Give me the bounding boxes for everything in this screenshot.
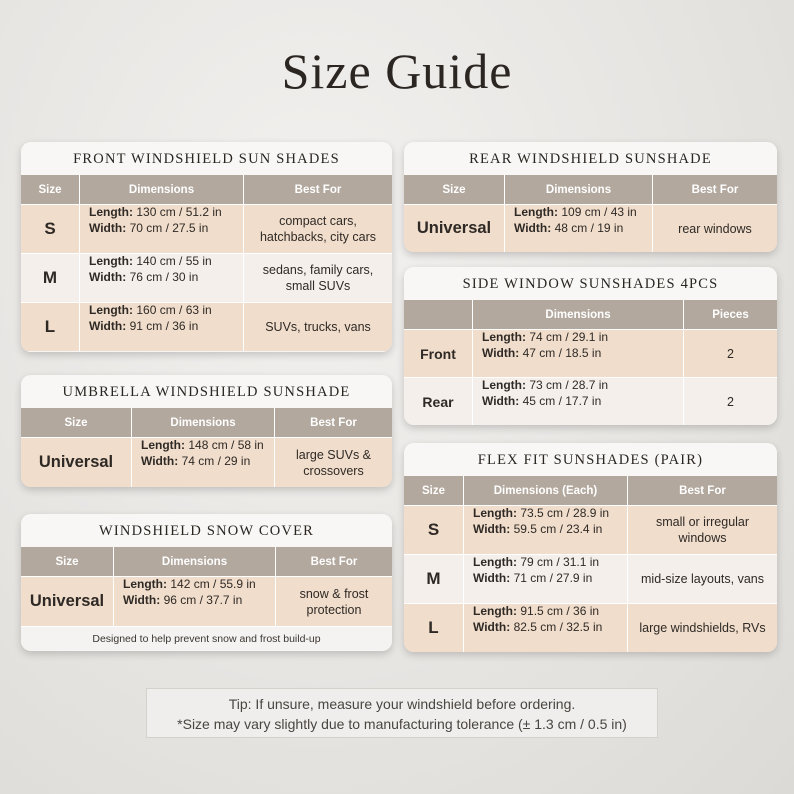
card-title: REAR WINDSHIELD SUNSHADE bbox=[404, 142, 777, 175]
length-label: Length: bbox=[473, 506, 517, 520]
table-row bbox=[404, 554, 777, 603]
length-label: Length: bbox=[89, 303, 133, 317]
length-value: 140 cm / 55 in bbox=[136, 254, 212, 268]
width-value: 45 cm / 17.7 in bbox=[522, 393, 602, 408]
dimensions-cell bbox=[504, 205, 652, 252]
header-size: Size bbox=[55, 555, 79, 568]
table-header bbox=[21, 547, 392, 576]
width-label: Width: bbox=[514, 220, 552, 235]
card-title: FRONT WINDSHIELD SUN SHADES bbox=[21, 142, 392, 175]
dimensions-cell bbox=[79, 254, 243, 302]
best-for-cell: large SUVs & crossovers bbox=[274, 438, 392, 487]
header-dimensions: Dimensions bbox=[113, 547, 275, 576]
header-best-for: Best For bbox=[243, 175, 392, 204]
table-header bbox=[21, 175, 392, 204]
length-label: Length: bbox=[514, 205, 558, 219]
front-windshield-card bbox=[21, 142, 392, 352]
header-best-for: Best For bbox=[627, 476, 777, 505]
size-cell: L bbox=[44, 317, 56, 336]
width-label: Width: bbox=[89, 220, 127, 235]
tip-box bbox=[146, 688, 658, 738]
card-title: FLEX FIT SUNSHADES (PAIR) bbox=[404, 443, 777, 476]
length-value: 79 cm / 31.1 in bbox=[520, 555, 600, 569]
header-size: Size bbox=[442, 183, 466, 196]
best-for-cell: large windshields, RVs bbox=[627, 604, 777, 652]
length-value: 91.5 cm / 36 in bbox=[520, 604, 600, 618]
header-blank bbox=[404, 300, 472, 329]
width-value: 96 cm / 37.7 in bbox=[163, 592, 243, 607]
length-value: 109 cm / 43 in bbox=[561, 205, 637, 219]
length-label: Length: bbox=[141, 438, 185, 452]
best-for-cell: rear windows bbox=[652, 205, 777, 252]
dimensions-cell bbox=[463, 604, 627, 652]
card-title: SIDE WINDOW SUNSHADES 4PCS bbox=[404, 267, 777, 300]
width-value: 74 cm / 29 in bbox=[181, 453, 251, 468]
page-title: Size Guide bbox=[281, 43, 513, 99]
width-label: Width: bbox=[141, 453, 179, 468]
dimensions-cell bbox=[463, 506, 627, 554]
best-for-cell: snow & frost protection bbox=[275, 577, 392, 626]
size-cell: M bbox=[42, 268, 58, 287]
table-header bbox=[404, 300, 777, 329]
best-for-cell: SUVs, trucks, vans bbox=[243, 303, 392, 351]
length-value: 142 cm / 55.9 in bbox=[170, 577, 256, 591]
best-for-cell: small or irregular windows bbox=[627, 506, 777, 554]
table-row bbox=[404, 329, 777, 377]
table-row bbox=[21, 204, 392, 253]
dimensions-cell bbox=[463, 555, 627, 603]
width-value: 48 cm / 19 in bbox=[554, 220, 624, 235]
length-label: Length: bbox=[482, 378, 526, 392]
length-value: 160 cm / 63 in bbox=[136, 303, 212, 317]
snow-cover-note: Designed to help prevent snow and frost build-up bbox=[21, 626, 392, 650]
width-value: 59.5 cm / 23.4 in bbox=[513, 521, 603, 536]
dimensions-cell bbox=[79, 303, 243, 351]
width-label: Width: bbox=[482, 393, 520, 408]
header-pieces: Pieces bbox=[683, 300, 777, 329]
size-cell: M bbox=[426, 569, 441, 588]
header-dimensions: Dimensions bbox=[79, 175, 243, 204]
header-best-for: Best For bbox=[652, 175, 777, 204]
size-cell: Universal bbox=[38, 453, 114, 471]
table-row bbox=[404, 505, 777, 554]
width-label: Width: bbox=[482, 345, 520, 360]
table-row bbox=[404, 377, 777, 425]
length-label: Length: bbox=[473, 555, 517, 569]
table-header bbox=[404, 476, 777, 505]
best-for-cell: sedans, family cars, small SUVs bbox=[243, 254, 392, 302]
pieces-cell: 2 bbox=[683, 330, 777, 377]
rear-windshield-card bbox=[404, 142, 777, 252]
size-cell: Universal bbox=[29, 592, 105, 610]
width-label: Width: bbox=[89, 318, 127, 333]
width-value: 82.5 cm / 32.5 in bbox=[513, 619, 603, 634]
table-row bbox=[21, 576, 392, 626]
tip-line-1: Tip: If unsure, measure your windshield before ordering. bbox=[228, 696, 576, 712]
width-value: 71 cm / 27.9 in bbox=[513, 570, 593, 585]
width-label: Width: bbox=[473, 570, 511, 585]
dimensions-cell bbox=[472, 330, 683, 377]
length-value: 148 cm / 58 in bbox=[188, 438, 264, 452]
dimensions-cell bbox=[79, 205, 243, 253]
length-value: 73 cm / 28.7 in bbox=[529, 378, 609, 392]
position-cell: Rear bbox=[422, 393, 454, 410]
length-label: Length: bbox=[473, 604, 517, 618]
dimensions-cell bbox=[131, 438, 274, 487]
width-value: 91 cm / 36 in bbox=[129, 318, 199, 333]
header-size: Size bbox=[38, 183, 62, 196]
length-value: 73.5 cm / 28.9 in bbox=[520, 506, 610, 520]
header-size: Size bbox=[421, 484, 445, 497]
width-label: Width: bbox=[89, 269, 127, 284]
header-size: Size bbox=[64, 416, 88, 429]
header-dimensions: Dimensions bbox=[504, 175, 652, 204]
table-header bbox=[21, 408, 392, 437]
width-label: Width: bbox=[123, 592, 161, 607]
position-cell: Front bbox=[420, 345, 456, 362]
table-row bbox=[21, 302, 392, 351]
width-label: Width: bbox=[473, 619, 511, 634]
table-row bbox=[21, 437, 392, 487]
table-row bbox=[404, 204, 777, 252]
side-window-card bbox=[404, 267, 777, 425]
size-cell: S bbox=[427, 520, 440, 539]
header-best-for: Best For bbox=[274, 408, 392, 437]
header-dimensions: Dimensions bbox=[131, 408, 274, 437]
length-label: Length: bbox=[123, 577, 167, 591]
length-label: Length: bbox=[89, 254, 133, 268]
card-title: UMBRELLA WINDSHIELD SUNSHADE bbox=[21, 375, 392, 408]
dimensions-cell bbox=[113, 577, 275, 626]
width-value: 70 cm / 27.5 in bbox=[129, 220, 209, 235]
header-best-for: Best For bbox=[275, 547, 392, 576]
size-cell: L bbox=[428, 618, 439, 637]
table-row bbox=[21, 253, 392, 302]
umbrella-sunshade-card bbox=[21, 375, 392, 487]
tip-line-2: *Size may vary slightly due to manufacturing tolerance (± 1.3 cm / 0.5 in) bbox=[177, 716, 627, 732]
length-value: 74 cm / 29.1 in bbox=[529, 330, 609, 344]
length-label: Length: bbox=[482, 330, 526, 344]
table-row bbox=[404, 603, 777, 652]
snow-cover-card bbox=[21, 514, 392, 651]
best-for-cell: mid-size layouts, vans bbox=[627, 555, 777, 603]
dimensions-cell bbox=[472, 378, 683, 425]
width-label: Width: bbox=[473, 521, 511, 536]
width-value: 76 cm / 30 in bbox=[129, 269, 199, 284]
header-dimensions: Dimensions bbox=[472, 300, 683, 329]
length-label: Length: bbox=[89, 205, 133, 219]
size-cell: S bbox=[44, 219, 56, 238]
table-header bbox=[404, 175, 777, 204]
size-cell: Universal bbox=[416, 219, 492, 237]
flex-fit-card bbox=[404, 443, 777, 652]
width-value: 47 cm / 18.5 in bbox=[522, 345, 602, 360]
pieces-cell: 2 bbox=[683, 378, 777, 425]
header-dimensions: Dimensions (Each) bbox=[463, 476, 627, 505]
length-value: 130 cm / 51.2 in bbox=[136, 205, 222, 219]
card-title: WINDSHIELD SNOW COVER bbox=[21, 514, 392, 547]
best-for-cell: compact cars, hatchbacks, city cars bbox=[243, 205, 392, 253]
